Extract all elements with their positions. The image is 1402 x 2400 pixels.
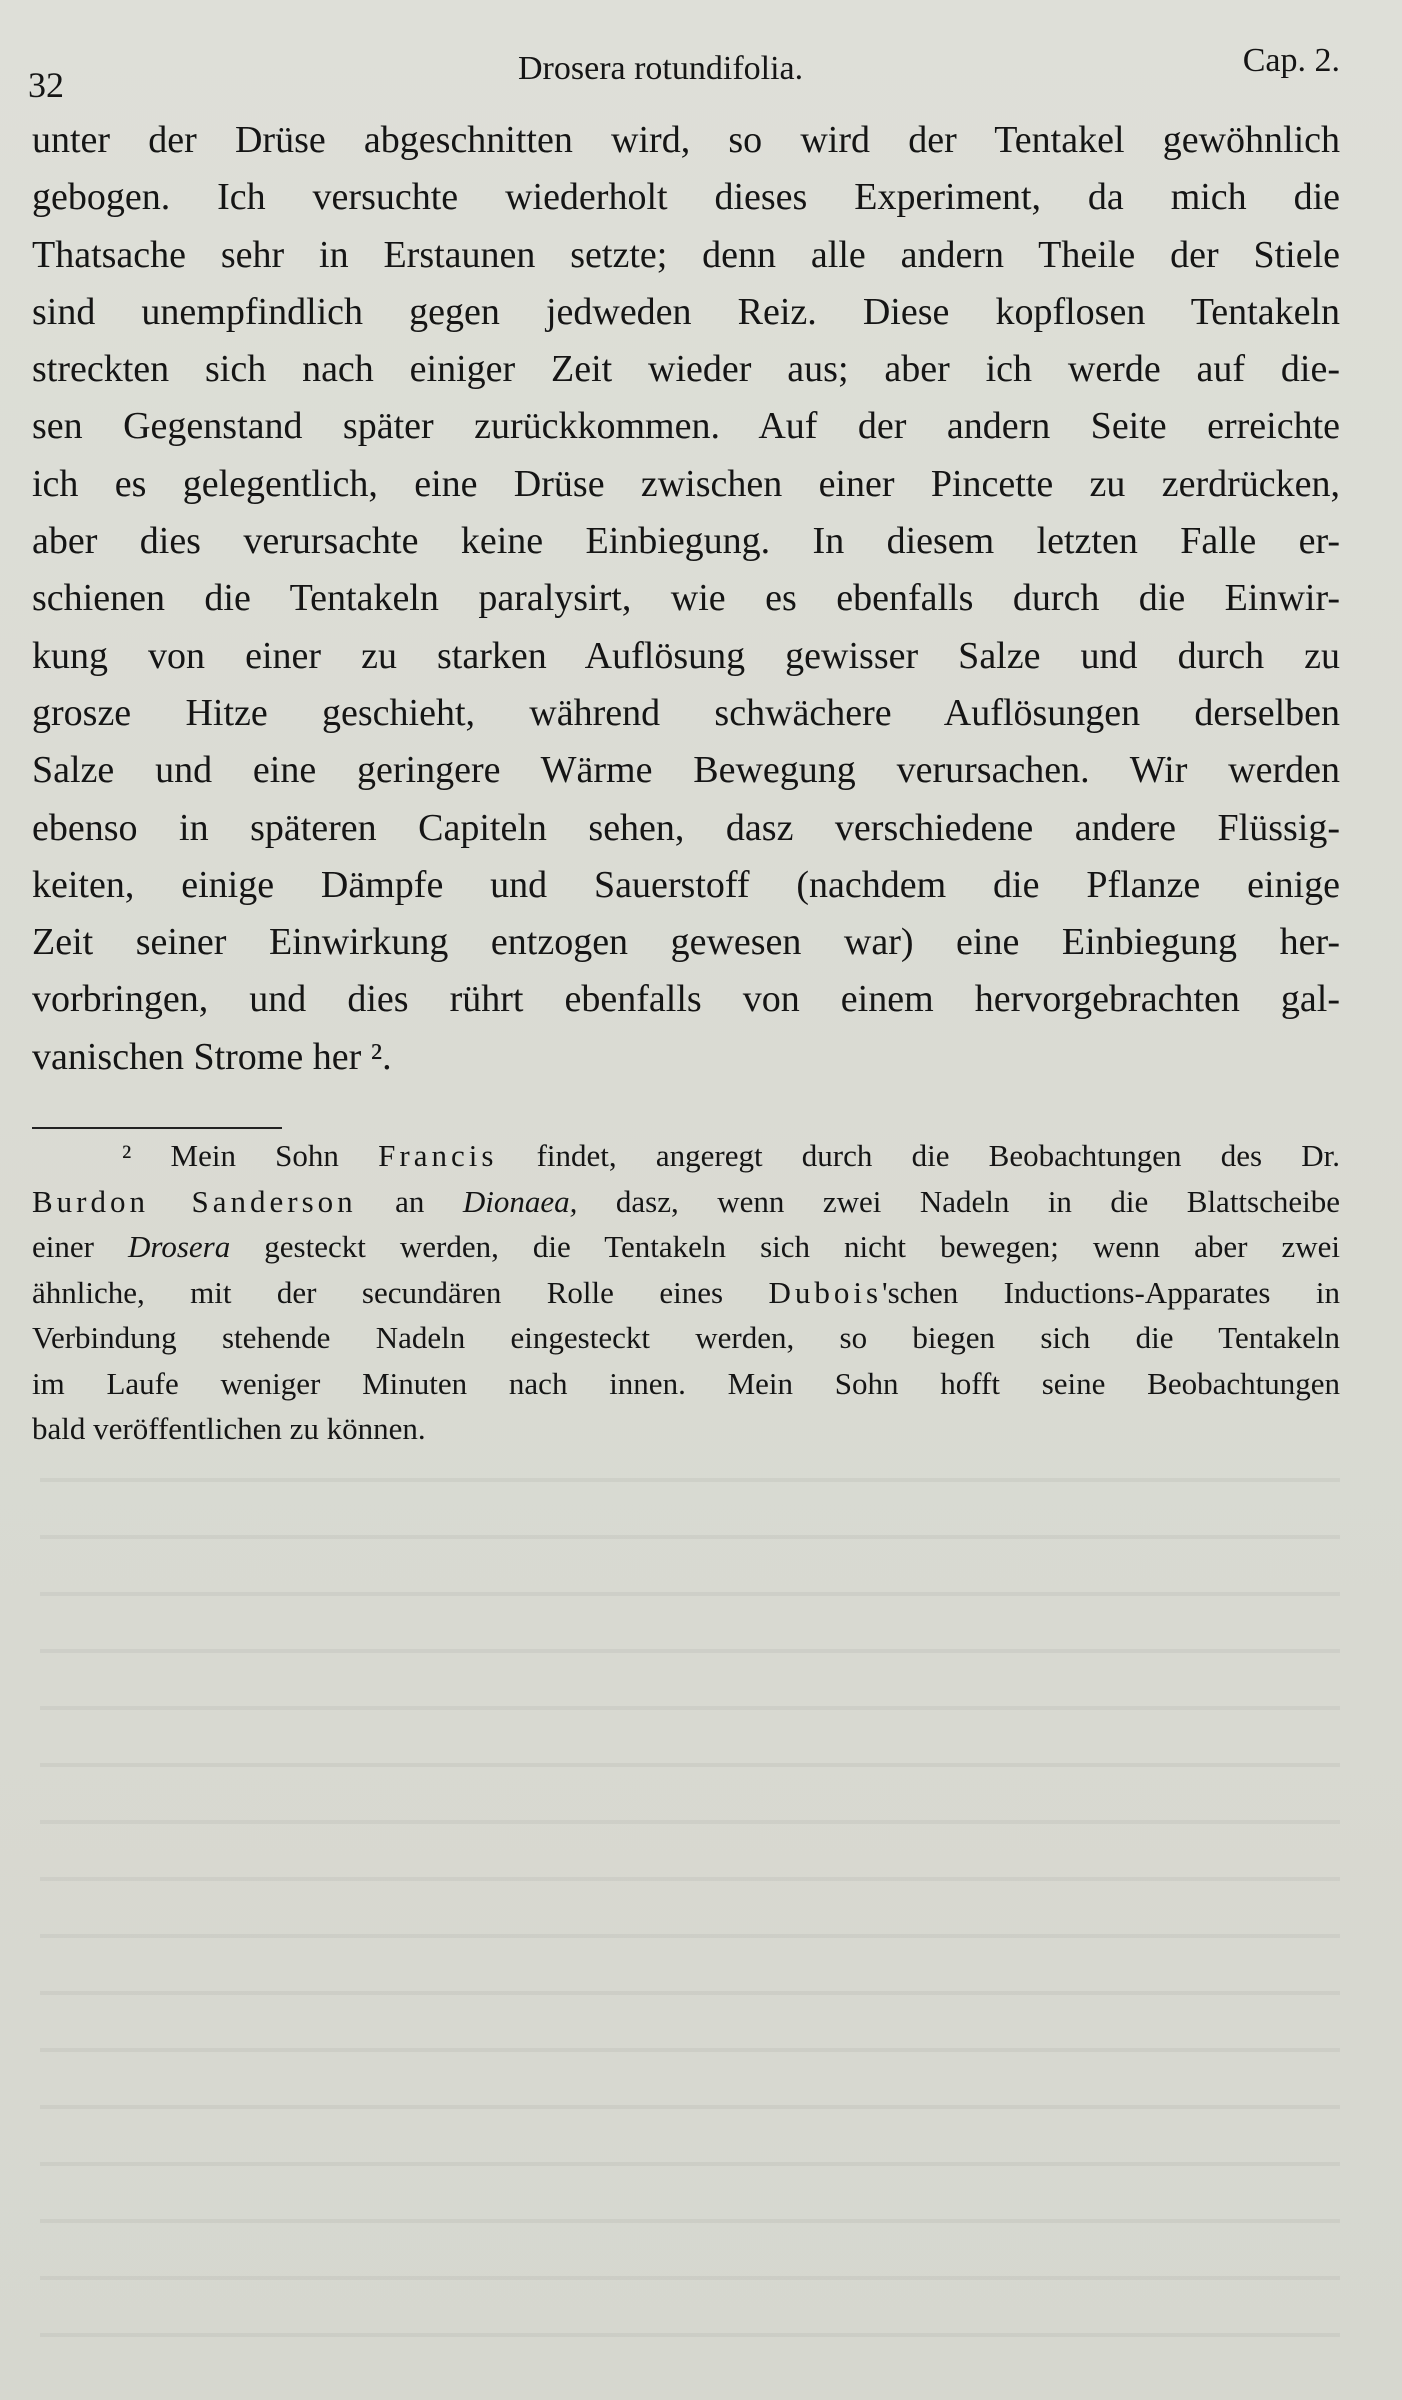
- text-line: unter der Drüse abgeschnitten wird, so wird der Tentakel gewöhnlich: [32, 119, 1340, 161]
- text-line: grosze Hitze geschieht, während schwächere Auflösungen derselben: [32, 691, 1340, 734]
- page-number: 32: [28, 65, 64, 105]
- text-line: ich es gelegentlich, eine Drüse zwischen einer Pincette zu zerdrücken,: [32, 462, 1340, 505]
- text-line: Salze und eine geringere Wärme Bewegung verursachen. Wir werden: [32, 749, 1340, 792]
- main-paragraph: [32, 112, 1340, 1086]
- text-line: vorbringen, und dies rührt ebenfalls von einem hervorgebrachten gal-: [32, 978, 1340, 1021]
- text-line: gebogen. Ich versuchte wiederholt dieses Experiment, da mich die: [32, 176, 1340, 219]
- text-line: aber dies verursachte keine Einbiegung. In diesem letzten Falle er-: [32, 520, 1340, 563]
- person-name: Dubois: [768, 1274, 883, 1310]
- text-line: sind unempfindlich gegen jedweden Reiz. Diese kopflosen Tentakeln: [32, 290, 1340, 333]
- text-line: ebenso in späteren Capiteln sehen, dasz verschiedene andere Flüssig-: [32, 806, 1340, 849]
- footnote-marker: ²: [122, 1138, 132, 1173]
- text-line: kung von einer zu starken Auflösung gewisser Salze und durch zu: [32, 634, 1340, 677]
- text-line: sen Gegenstand später zurückkommen. Auf der andern Seite erreichte: [32, 405, 1340, 448]
- text-line: streckten sich nach einiger Zeit wieder aus; aber ich werde auf die-: [32, 348, 1340, 391]
- text-line: Thatsache sehr in Erstaunen setzte; denn alle andern Theile der Stiele: [32, 233, 1340, 276]
- footnote-line: ähnliche, mit der secundären Rolle eines Dubois'schen Inductions-Apparates in: [32, 1274, 1340, 1310]
- text-line: schienen die Tentakeln paralysirt, wie es ebenfalls durch die Einwir-: [32, 577, 1340, 620]
- text-line: Zeit seiner Einwirkung entzogen gewesen war) eine Einbiegung her-: [32, 921, 1340, 964]
- chapter-label: Cap. 2.: [1242, 42, 1340, 79]
- footnote-line: bald veröffentlichen zu können.: [32, 1411, 426, 1446]
- footnote-line: Burdon Sanderson an Dionaea, dasz, wenn zwei Nadeln in die Blattscheibe: [32, 1183, 1341, 1219]
- footnote: [32, 1133, 1340, 1452]
- person-name: Burdon Sanderson: [32, 1183, 357, 1219]
- genus-name: Dionaea,: [462, 1183, 578, 1219]
- page-header: [28, 40, 1340, 105]
- footnote-line: im Laufe weniger Minuten nach innen. Mein Sohn hofft seine Beobachtungen: [32, 1365, 1340, 1401]
- text-line: vanischen Strome her ².: [32, 1035, 392, 1078]
- running-title: Drosera rotundifolia.: [518, 50, 804, 87]
- footnote-divider: [32, 1127, 282, 1129]
- footnote-line: einer Drosera gesteckt werden, die Tentakeln sich nicht bewegen; wenn aber zwei: [32, 1229, 1341, 1264]
- footnote-line: Verbindung stehende Nadeln eingesteckt werden, so biegen sich die Tentakeln: [32, 1320, 1340, 1355]
- person-name: Francis: [378, 1138, 498, 1173]
- genus-name: Drosera: [128, 1229, 231, 1264]
- text-line: keiten, einige Dämpfe und Sauerstoff (nachdem die Pflanze einige: [32, 863, 1340, 906]
- footnote-line: ² Mein Sohn Francis findet, angeregt durch die Beobachtungen des Dr.: [122, 1138, 1341, 1173]
- show-through-text: [40, 1440, 1340, 2340]
